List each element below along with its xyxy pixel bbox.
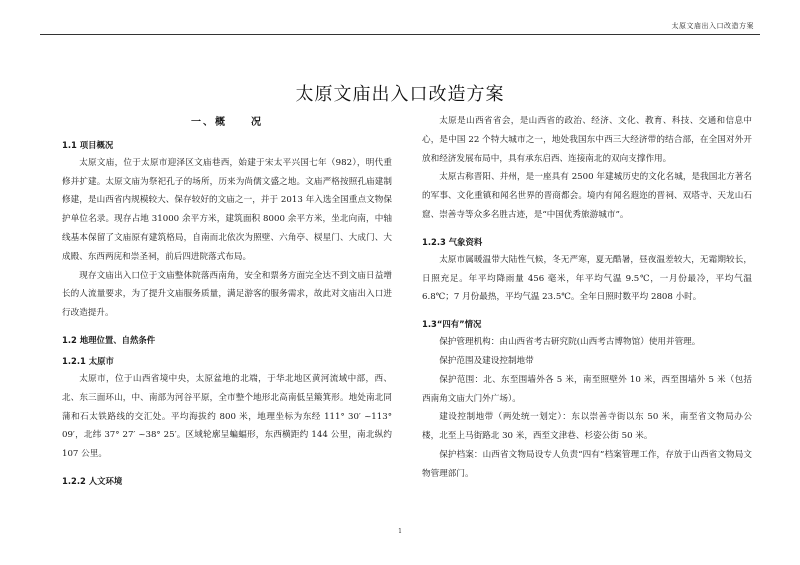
paragraph-entrance-status: 现存文庙出入口位于文庙整体院落西南角，安全和票务方面完全达不到文庙日益增长的人流量要求，为了提升文庙服务质量，满足游客的服务需求，故此对文庙出入口进行改造提升。: [62, 270, 392, 319]
paragraph-project-overview: 太原文庙，位于太原市迎泽区文庙巷西，始建于宋太平兴国七年（982），明代重修并扩建。太原文庙为祭祀孔子的场所，历来为尚儒文盛之地。文庙严格按照孔庙建制修建，是山西省内规模较大、保存较好的文庙之一，并于 2013 年入选全国重点文物保护单位名录。现存占地 31000 余平方米，建筑面积 8000 余平方米，坐北向南，中轴线基本保留了文庙原有建筑格局，自南而北依次为照壁、六角亭、棂星门、大成门、大成殿、东西两庑和崇圣祠，前后四进院落式布局。: [62, 157, 392, 262]
paragraph-construction-control: 建设控制地带（两处统一划定）：东以崇善寺街以东 50 米，南至省文物局办公楼，北至上马街路北 30 米，西至文津巷、杉姿公街 50 米。: [422, 412, 752, 442]
page-number: 1: [398, 528, 402, 535]
paragraph-protection-archive: 保护档案：山西省文物局设专人负责“四有”档案管理工作，存放于山西省文物局文物管理部门。: [422, 449, 752, 479]
heading-1-2: 1.2 地理位置、自然条件: [62, 334, 156, 345]
paragraph-taiyuan-capital: 太原是山西省省会，是山西省的政治、经济、文化、教育、科技、交通和信息中心，是中国 22 个特大城市之一，地处我国东中西三大经济带的结合部，在全国对外开放和经济发展布局中，具有承东启西、连接南北的双向支撑作用。: [422, 116, 752, 164]
left-column: [62, 112, 392, 490]
paragraph-protection-zone-heading: 保护范围及建设控制地带: [439, 355, 534, 366]
right-column: [422, 112, 752, 484]
paragraph-management-agency: 保护管理机构：由山西省考古研究院(山西考古博物馆）使用并管理。: [439, 337, 701, 348]
running-header-title: 太原文庙出入口改造方案: [671, 22, 754, 30]
paragraph-protection-range: 保护范围：北、东至围墙外各 5 米，南至照壁外 10 米，西至围墙外 5 米（包括西南角文庙大门外广场）。: [422, 374, 752, 404]
paragraph-taiyuan-geography: 太原市，位于山西省境中央，太原盆地的北端，于华北地区黄河流域中部，西、北、东三面环山，中、南部为河谷平原，全市整个地形北高南低呈簸箕形。地处南北同蒲和石太铁路线的交汇处。平均海拔约 800 米，地理坐标为东经 111° 30′ ~113° 09′，北纬 37° 27′ ~38° 25′。区域轮廓呈蝙蝠形，东西横距约 144 公里，南北纵约 107 公里。: [62, 373, 392, 460]
heading-1-2-1: 1.2.1 太原市: [62, 355, 114, 366]
heading-1-2-3: 1.2.3 气象资料: [422, 236, 483, 247]
document-title: 太原文庙出入口改造方案: [295, 84, 505, 105]
header-rule: [40, 34, 760, 35]
section-heading-overview: 一、概 况: [191, 117, 263, 128]
heading-1-1: 1.1 项目概况: [62, 139, 114, 150]
heading-1-2-2: 1.2.2 人文环境: [62, 475, 123, 486]
heading-1-3: 1.3“四有”情况: [422, 319, 482, 330]
paragraph-climate: 太原市属暖温带大陆性气候，冬无严寒，夏无酷暑，昼夜温差较大，无霜期较长，日照充足。年平均降雨量 456 毫米，年平均气温 9.5℃，一月份最冷，平均气温 6.8℃；7 月份最热，平均气温 23.5℃。全年日照时数平均 2808 小时。: [422, 254, 752, 303]
paragraph-taiyuan-history: 太原古称晋阳、并州，是一座具有 2500 年建城历史的文化名城，是我国北方著名的军事、文化重镇和闻名世界的晋商都会。境内有闻名遐迩的晋祠、双塔寺、天龙山石窟、崇善寺等众多名胜古迹，是“中国优秀旅游城市”。: [422, 172, 752, 220]
